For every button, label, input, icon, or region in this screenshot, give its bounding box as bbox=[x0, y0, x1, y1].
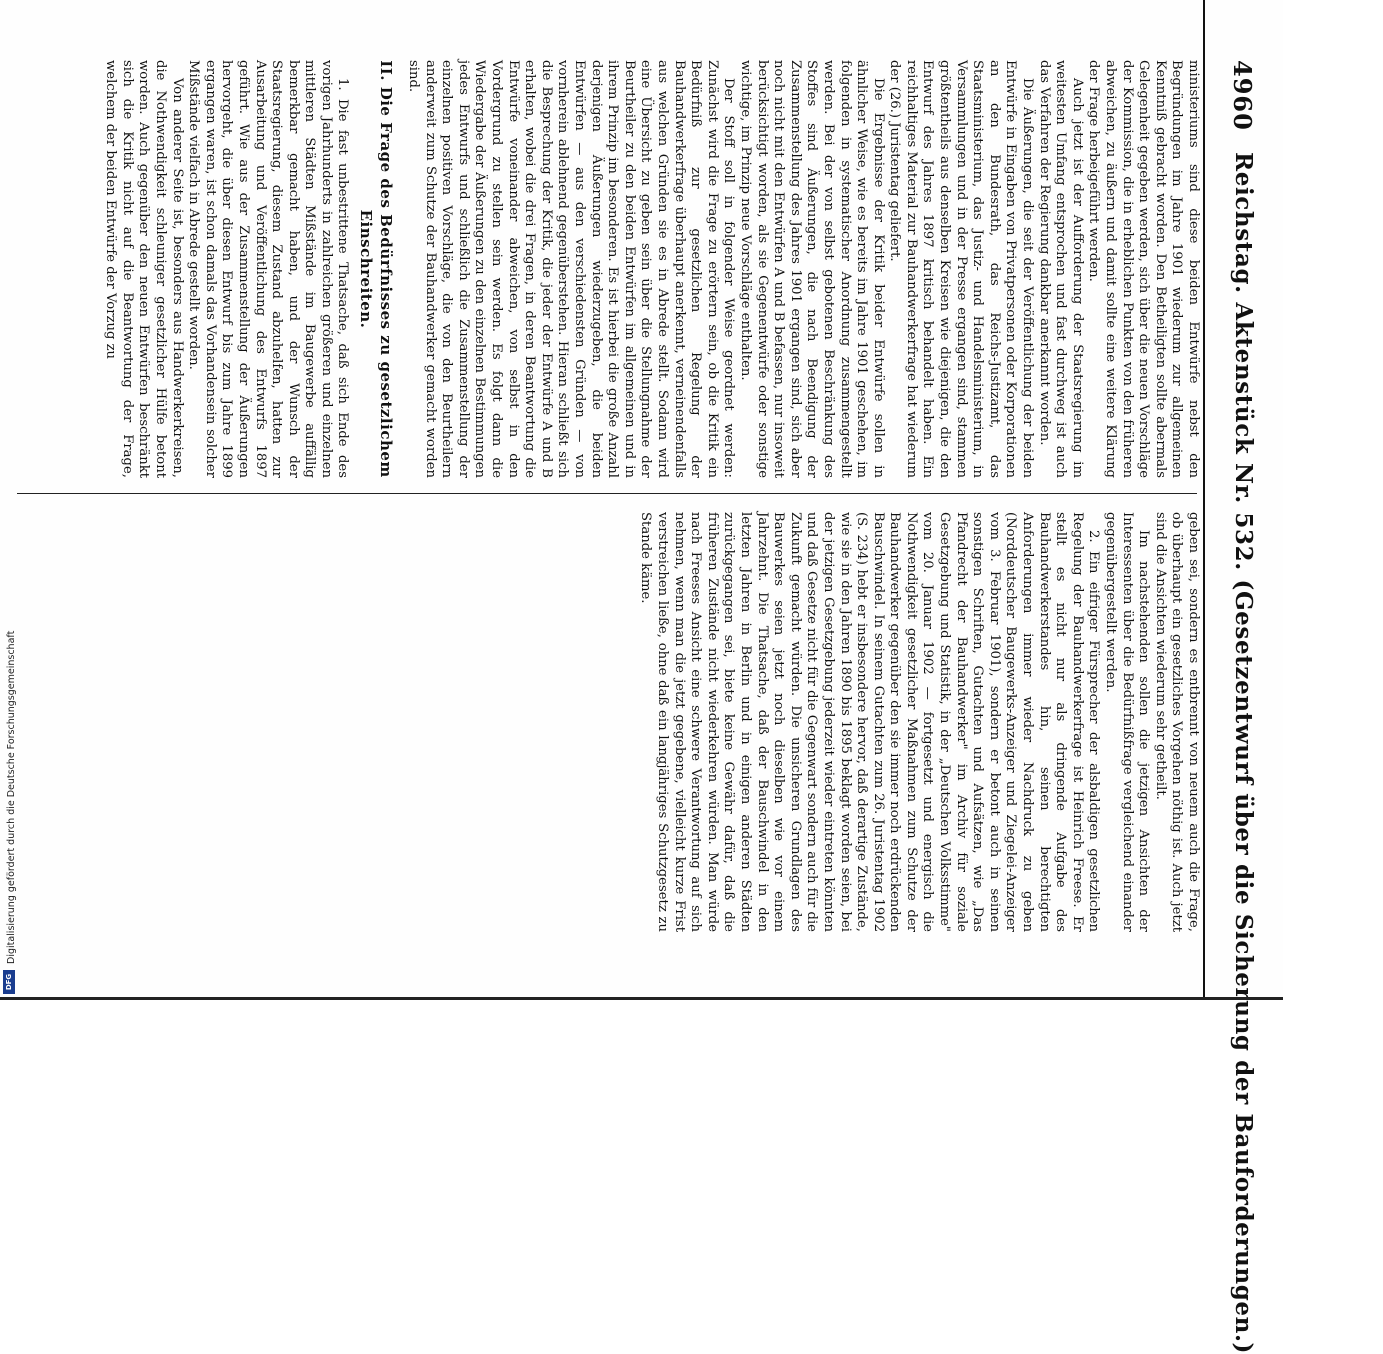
running-head: Reichstag. Aktenstück Nr. 532. (Gesetzentwurf über die Sicherung der Bauforderungen.) bbox=[1230, 152, 1257, 1354]
paragraph: Die Ergebnisse der Kritik beider Entwürfe sollen in ähnlicher Weise, wie es bereits im Jahre 1901 geschehen, im folgenden in systematischer Anordnung zusammengestellt werden. Bei der von selbst gebotenen Beschränkung des Stoffes sind Äußerungen, die nach Beendigung der Zusammenstellung des Jahres 1901 ergangen sind, sich aber noch nicht mit den Entwürfen A und B befassen, nur insoweit berücksichtigt worden, als sie Gegenentwürfe oder sonstige wichtige, im Prinzip neue Vorschläge enthalten. bbox=[737, 60, 886, 478]
paragraph: Auch jetzt ist der Aufforderung der Staatsregierung im weitesten Umfang entsprochen und fast durchweg ist auch das Verfahren der Regierung dankbar anerkannt worden. bbox=[1036, 60, 1085, 478]
paragraph: Der Stoff soll in folgender Weise geordnet werden: Zunächst wird die Frage zu erörtern sein, ob die Kritik ein Bedürfniß zur gesetzlichen Regelung der Bauhandwerkerfrage überhaupt anerkennt, verneinendenfalls aus welchen Gründen sie es in Abrede stellt. Sodann wird eine Übersicht zu geben sein über die Stellungnahme der Beurtheiler zu den beiden Entwürfen im allgemeinen und in ihrem Prinzip im besonderen. Es ist hierbei die große Anzahl derjenigen Äußerungen wiederzugeben, die beiden Entwürfen — aus den verschiedensten Gründen — von vornherein ablehnend gegenüberstehen. Hieran schließt sich die Besprechung der Kritik, die jeder der Entwürfe A und B erhalten, wobei die drei Fragen, in deren Beantwortung die Entwürfe voneinander abweichen, von selbst in den Vordergrund zu stellen sein werden. Es folgt dann die Wiedergabe der Äußerungen zu den einzelnen Bestimmungen jedes Entwurfs und schließlich die Zusammenstellung der einzelnen positiven Vorschläge, die von den Beurtheilern anderweit zum Schutze der Bauhandwerker gemacht worden sind. bbox=[406, 60, 737, 478]
text-column-left bbox=[6, 60, 1201, 478]
section-title: II. Die Frage des Bedürfnisses zu gesetzlichem bbox=[377, 60, 396, 478]
section-heading bbox=[357, 60, 397, 478]
paragraph: Die Äußerungen, die seit der Veröffentlichung der beiden Entwürfe in Eingaben von Privatpersonen oder Korporationen an den Bundesrath, das Reichs-Justizamt, das Staatsministerium, das Justiz- und Handelsministerium, in Versammlungen und in der Presse ergangen sind, stammen größtentheils aus denselben Kreisen wie diejenigen, die den Entwurf des Jahres 1897 kritisch behandelt haben. Ein reichhaltiges Material zur Bauhandwerkerfrage hat wiederum der (26.) Juristentag geliefert. bbox=[887, 60, 1036, 478]
dfg-logo: DFG bbox=[3, 970, 15, 994]
section-subtitle: Einschreiten. bbox=[357, 209, 376, 329]
digitization-credit: Digitalisierung gefördert durch die Deutsche Forschungsgemeinschaft bbox=[6, 630, 17, 964]
text-column-right bbox=[6, 512, 1201, 932]
paragraph: geben sei, sondern es entbrennt von neuem auch die Frage, ob überhaupt ein gesetzliches Vorgehen nöthig ist. Auch jetzt sind die Ansichten wiederum sehr getheilt. bbox=[1152, 512, 1201, 932]
page-number: 4960 bbox=[1228, 60, 1257, 131]
column-divider bbox=[17, 493, 1197, 494]
digitization-footer bbox=[0, 0, 100, 1000]
paragraph: 1. Die fast unbestrittene Thatsache, daß sich Ende des vorigen Jahrhunderts in zahlreichen größeren und einzelnen mittleren Städten Mißstände im Baugewerbe auffällig bemerkbar gemacht haben, und der Wunsch der Staatsregierung, diesem Zustand abzuhelfen, hatten zur Ausarbeitung und Veröffentlichung des Entwurfs 1897 geführt. Wie aus der Zusammenstellung der Äußerungen hervorgeht, die über diesen Entwurf bis zum Jahre 1899 ergangen waren, ist schon damals das Vorhandensein solcher Mißstände vielfach in Abrede gestellt worden. bbox=[186, 60, 351, 478]
paragraph: Im nachstehenden sollen die jetzigen Ansichten der Interessenten über die Bedürfnißfrage vergleichend einander gegenübergestellt werden. bbox=[1103, 512, 1152, 932]
paragraph: Von anderer Seite ist, besonders aus Handwerkerkreisen, die Nothwendigkeit schleuniger gesetzlicher Hülfe betont worden. Auch gegenüber den neuen Entwürfen beschränkt sich die Kritik nicht auf die Beantwortung der Frage, welchem der beiden Entwürfe der Vorzug zu bbox=[103, 60, 185, 478]
page-header bbox=[1203, 0, 1283, 1354]
paragraph: ministeriums sind diese beiden Entwürfe nebst den Begründungen im Jahre 1901 wiederum zur allgemeinen Kenntniß gebracht worden. Den Betheiligten sollte abermals Gelegenheit gegeben werden, sich über die neuen Vorschläge der Kommission, die in erheblichen Punkten von den früheren abweichen, zu äußern und damit sollte eine weitere Klärung der Frage herbeigeführt werden. bbox=[1086, 60, 1201, 478]
paragraph: 2. Ein eifriger Fürsprecher der alsbaldigen gesetzlichen Regelung der Bauhandwerkerfrage ist Heinrich Freese. Er stellt es nicht nur als dringende Aufgabe des Bauhandwerkerstandes hin, seinen berechtigten Anforderungen immer wieder Nachdruck zu geben (Norddeutscher Baugewerks-Anzeiger und Ziegelei-Anzeiger vom 3. Februar 1901), sondern er betont auch in seinen sonstigen Schriften, Gutachten und Aufsätzen, wie „Das Pfandrecht der Bauhandwerker" im Archiv für soziale Gesetzgebung und Statistik, in der „Deutschen Volksstimme" vom 20. Januar 1902 — fortgesetzt und energisch die Nothwendigkeit gesetzlicher Maßnahmen zum Schutze der Bauhandwerker gegenüber den sie immer noch erdrückenden Bauschwindel. In seinem Gutachten zum 26. Juristentag 1902 (S. 234) hebt er insbesondere hervor, daß derartige Zustände, wie sie in den Jahren 1890 bis 1895 beklagt worden seien, bei der jetzigen Gesetzgebung jederzeit wieder eintreten könnten und daß Gesetze nicht für die Gegenwart sondern auch für die Zukunft gemacht würden. Die unsicheren Grundlagen des Bauwerkes seien jetzt noch dieselben wie vor einem Jahrzehnt. Die Thatsache, daß der Bauschwindel in den letzten Jahren in Berlin und in einigen anderen Städten zurückgegangen sei, biete keine Gewähr dafür, daß die früheren Zustände nicht wiederkehren würden. Man würde nach Freeses Ansicht eine schwere Verantwortung auf sich nehmen, wenn man die jetzt gegebene, vielleicht kurze Frist verstreichen ließe, ohne daß ein langjähriges Schutzgesetz zu Stande käme. bbox=[638, 512, 1102, 932]
